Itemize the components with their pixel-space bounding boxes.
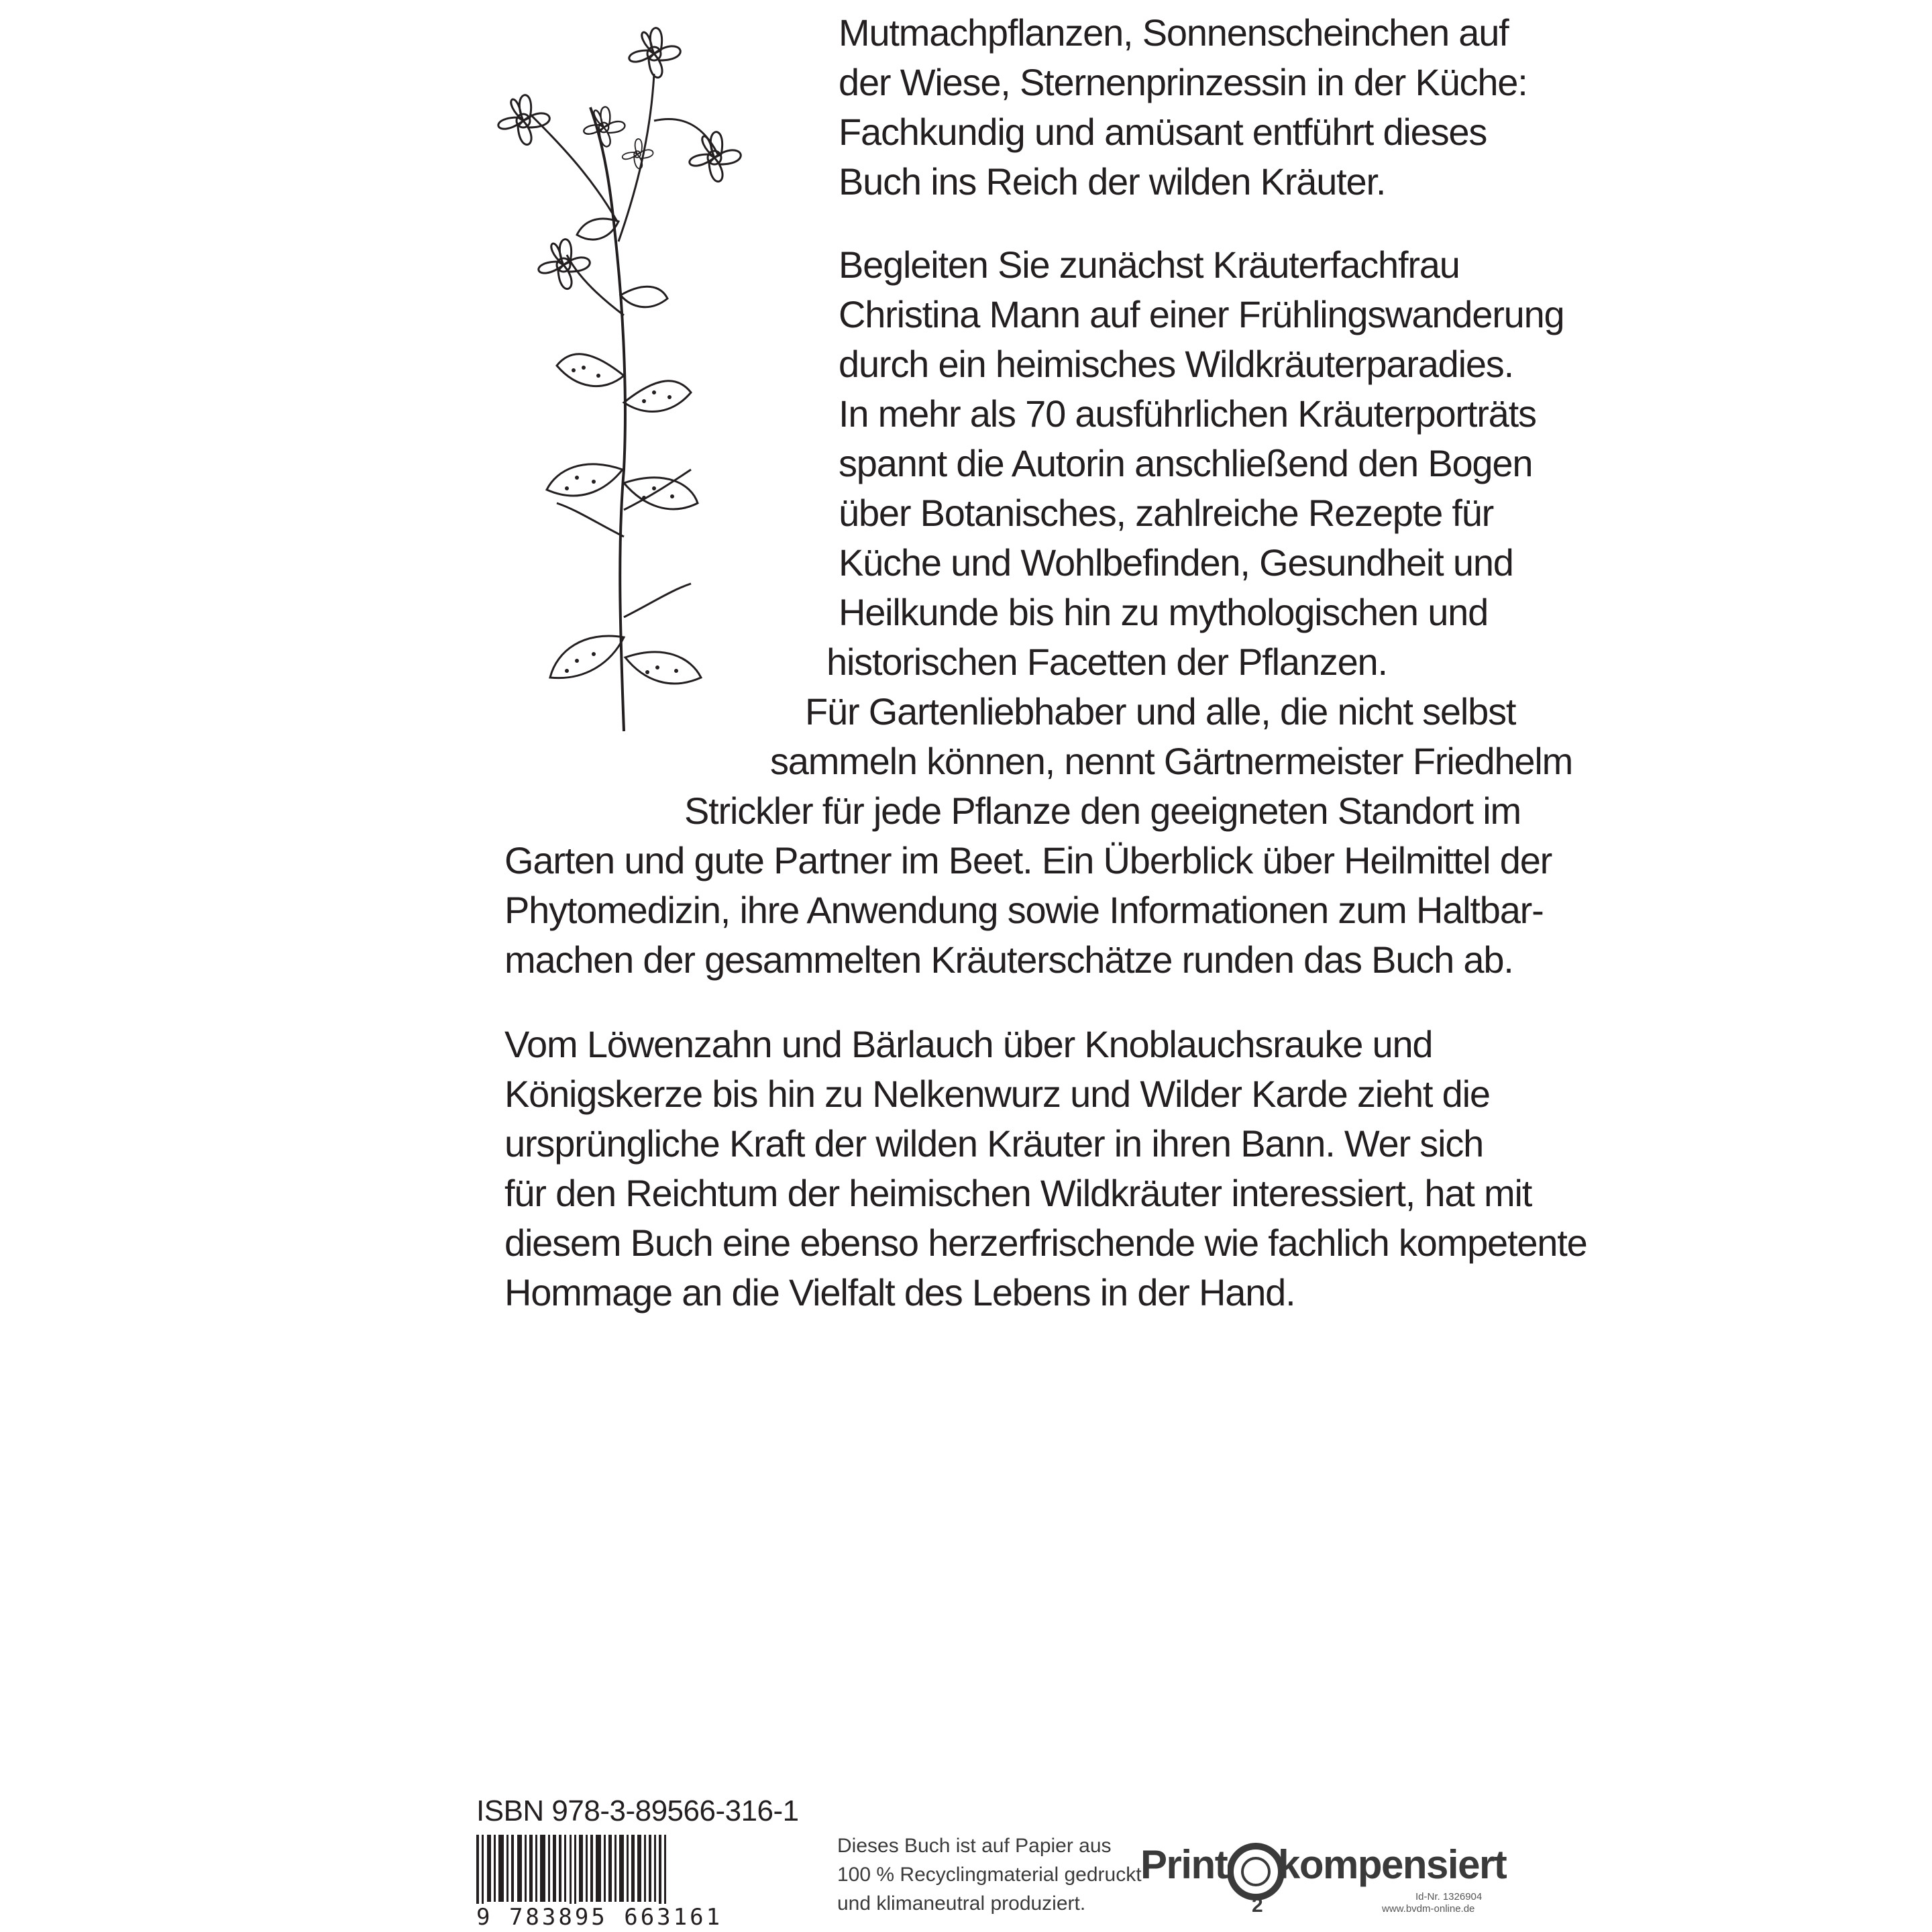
- logo-id-number: Id-Nr. 1326904: [1415, 1891, 1483, 1902]
- text-line: Fachkundig und amüsant entführt dieses: [839, 111, 1487, 153]
- text-line: Phytomedizin, ihre Anwendung sowie Informationen zum Haltbar-: [504, 889, 1544, 931]
- text-line: Begleiten Sie zunächst Kräuterfachfrau: [839, 244, 1460, 286]
- plant-illustration: [423, 0, 839, 738]
- flower-drawing: [498, 28, 741, 289]
- co2-circle-icon: [1228, 1835, 1285, 1915]
- text-line: diesem Buch eine ebenso herzerfrischende wie fachlich kompetente: [504, 1222, 1587, 1264]
- text-line: über Botanisches, zahlreiche Rezepte für: [839, 492, 1494, 534]
- text-line: historischen Facetten der Pflanzen.: [826, 641, 1387, 683]
- logo-url: www.bvdm-online.de: [1382, 1903, 1475, 1915]
- text-line: sammeln können, nennt Gärtnermeister Friedhelm: [770, 740, 1573, 782]
- barcode: [476, 1835, 671, 1909]
- text-line: Strickler für jede Pflanze den geeigneten Standort im: [684, 790, 1521, 832]
- text-line: Küche und Wohlbefinden, Gesundheit und: [839, 541, 1513, 584]
- print-co2-logo: [1140, 1835, 1507, 1915]
- text-line: Mutmachpflanzen, Sonnenscheinchen auf: [839, 11, 1509, 54]
- text-line: Buch ins Reich der wilden Kräuter.: [839, 160, 1386, 203]
- logo-subscript-2: 2: [1252, 1894, 1263, 1915]
- text-line: Hommage an die Vielfalt des Lebens in der Hand.: [504, 1271, 1295, 1313]
- text-line: für den Reichtum der heimischen Wildkräuter interessiert, hat mit: [504, 1172, 1532, 1214]
- text-line: Für Gartenliebhaber und alle, die nicht selbst: [805, 690, 1516, 733]
- logo-print-word: Print: [1140, 1842, 1228, 1887]
- text-line: Vom Löwenzahn und Bärlauch über Knoblauchsrauke und: [504, 1023, 1433, 1065]
- isbn-label: ISBN 978-3-89566-316-1: [476, 1794, 799, 1827]
- barcode-digits: 9 783895 663161: [476, 1904, 723, 1931]
- text-line: der Wiese, Sternenprinzessin in der Küche:: [839, 61, 1527, 103]
- text-line: spannt die Autorin anschließend den Bogen: [839, 442, 1533, 484]
- text-line: In mehr als 70 ausführlichen Kräuterporträts: [839, 392, 1536, 435]
- recycling-note-line: Dieses Buch ist auf Papier aus: [837, 1835, 1112, 1857]
- text-line: Garten und gute Partner im Beet. Ein Überblick über Heilmittel der: [504, 839, 1552, 881]
- text-line: Königskerze bis hin zu Nelkenwurz und Wilder Karde zieht die: [504, 1073, 1490, 1115]
- text-line: machen der gesammelten Kräuterschätze runden das Buch ab.: [504, 938, 1513, 981]
- text-line: durch ein heimisches Wildkräuterparadies.: [839, 343, 1513, 385]
- logo-kompensiert-word: kompensiert: [1278, 1842, 1507, 1887]
- text-line: Christina Mann auf einer Frühlingswanderung: [839, 293, 1564, 335]
- recycling-note-line: und klimaneutral produziert.: [837, 1892, 1086, 1915]
- text-line: Heilkunde bis hin zu mythologischen und: [839, 591, 1489, 633]
- recycling-note-line: 100 % Recyclingmaterial gedruckt: [837, 1864, 1142, 1886]
- text-line: ursprüngliche Kraft der wilden Kräuter in ihren Bann. Wer sich: [504, 1122, 1484, 1165]
